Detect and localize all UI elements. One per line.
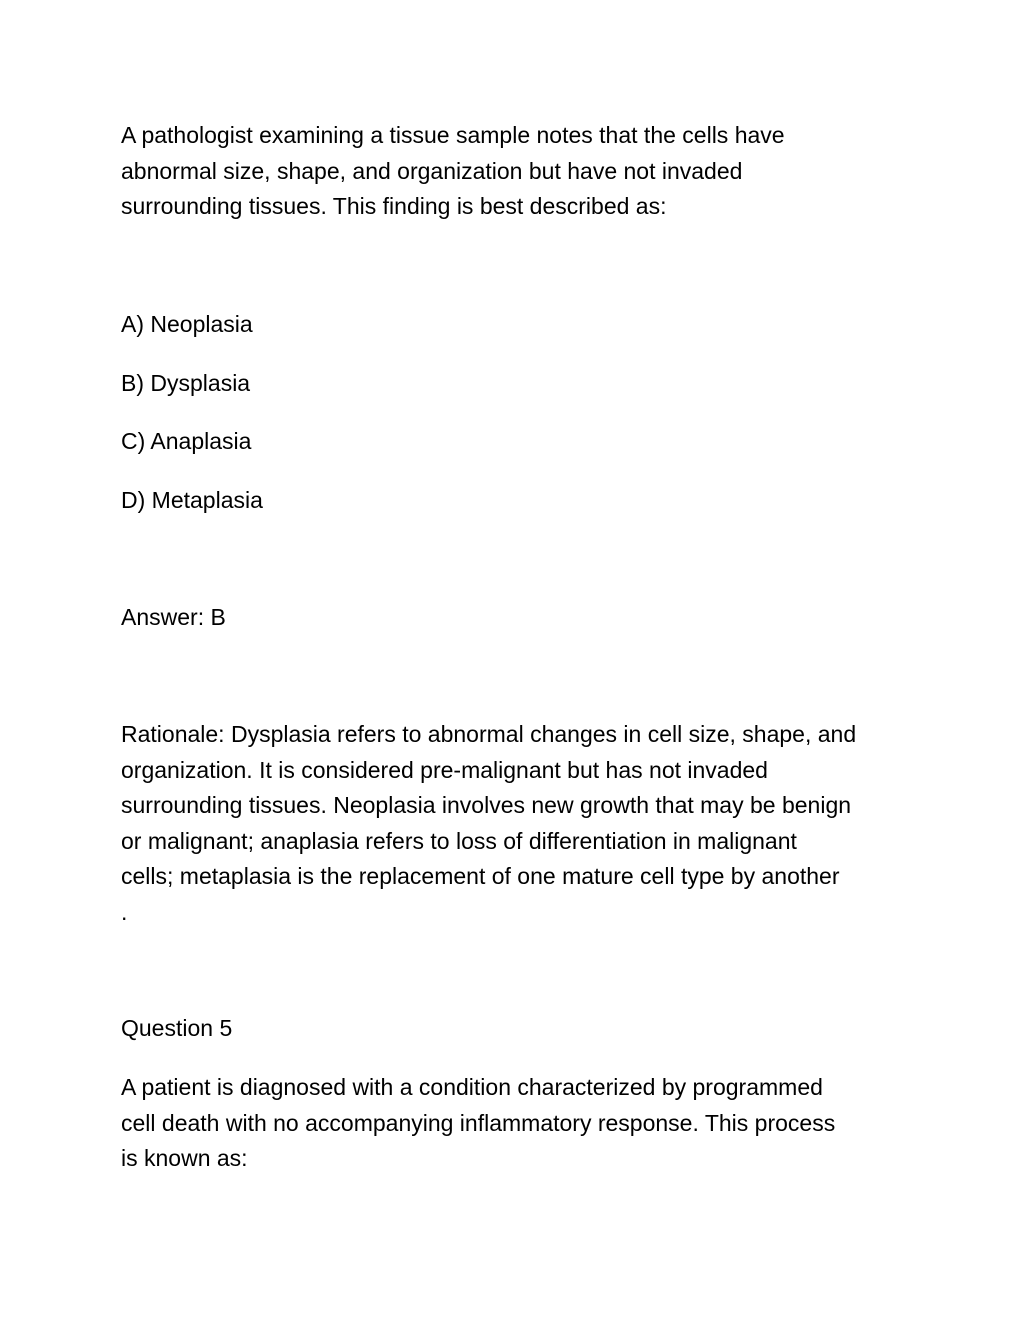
question-5-stem: A patient is diagnosed with a condition characterized by programmed cell death with no accompanying inflammatory response. This process is known as: [121, 1074, 836, 1171]
answer-line: Answer: B [121, 604, 226, 630]
option-a: A) Neoplasia [121, 311, 253, 337]
question-stem: A pathologist examining a tissue sample notes that the cells have abnormal size, shape, and organization but have not invaded surrounding tissues. This finding is best described as: [121, 122, 785, 219]
question-5-heading: Question 5 [121, 1015, 233, 1041]
option-c: C) Anaplasia [121, 428, 252, 454]
option-d: D) Metaplasia [121, 487, 263, 513]
rationale-paragraph: Rationale: Dysplasia refers to abnormal changes in cell size, shape, and organization. It is considered pre-malignant but has not invaded surrounding tissues. Neoplasia involves new growth that may be benign or malignant; anaplasia refers to loss of differentiation in malignant cells; metaplasia is the replacement of one mature cell type by another . [121, 721, 857, 925]
option-b: B) Dysplasia [121, 370, 251, 396]
